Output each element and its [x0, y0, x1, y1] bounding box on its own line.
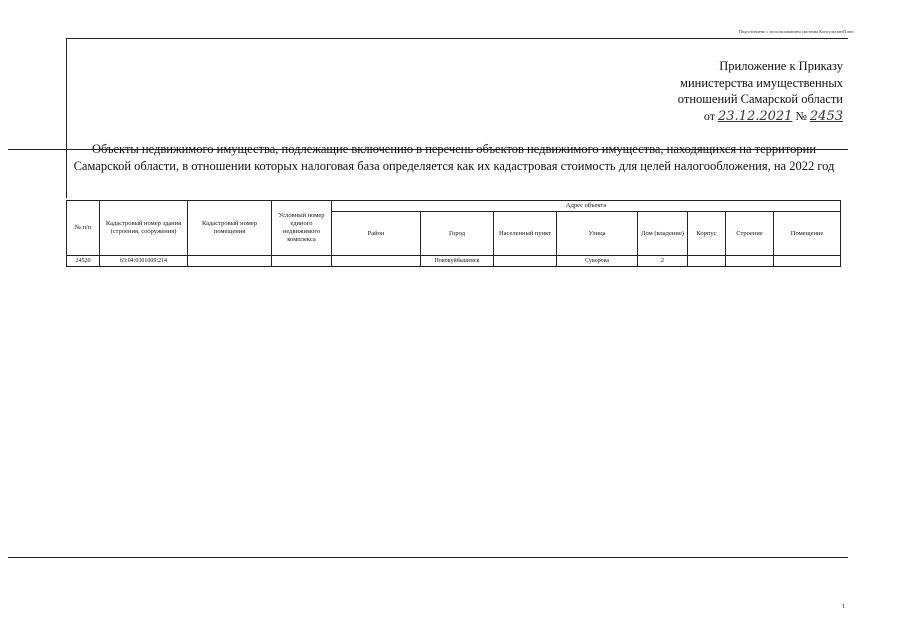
appendix-line-3: отношений Самарской области	[677, 92, 843, 106]
order-number: 2453	[809, 108, 843, 124]
left-margin-line	[66, 38, 67, 198]
cell-street: Суворова	[557, 256, 638, 267]
cell-settlement	[494, 256, 557, 267]
header-note: Подготовлено с использованием системы КонсультантПлюс	[738, 29, 854, 34]
header-premises: Помещение	[774, 212, 841, 256]
header-num: № п/п	[67, 201, 100, 256]
date-prefix: от	[703, 108, 716, 123]
cell-korpus	[688, 256, 726, 267]
header-settlement: Населенный пункт	[494, 212, 557, 256]
header-house: Дом (владение)	[638, 212, 688, 256]
cell-cad-building: 63:04:0301009:214	[100, 256, 188, 267]
header-street: Улица	[557, 212, 638, 256]
cell-city: Новокуйбышевск	[421, 256, 494, 267]
document-title: Объекты недвижимого имущества, подлежащие включению в перечень объектов недвижимого имущества, находящихся на территории Самарской области, в отношении которых налоговая база определяется как их кадастровая стоимость для целей налогообложения, на 2022 год	[73, 142, 835, 173]
cell-building	[726, 256, 774, 267]
header-cad-building: Кадастровый номер здания (строения, сооружения)	[100, 201, 188, 256]
header-district: Район	[332, 212, 421, 256]
appendix-line-2: министерства имущественных	[680, 75, 843, 90]
order-date-number	[678, 108, 843, 126]
number-prefix: №	[795, 108, 807, 123]
order-date: 23.12.2021	[718, 108, 793, 124]
header-cad-room: Кадастровый номер помещения	[188, 201, 272, 256]
header-building: Строение	[726, 212, 774, 256]
cell-district	[332, 256, 421, 267]
header-city: Город	[421, 212, 494, 256]
cell-house: 2	[638, 256, 688, 267]
cell-premises	[774, 256, 841, 267]
cell-cond-number	[272, 256, 332, 267]
header-address: Адрес объекта	[332, 201, 841, 212]
cell-num: 24520	[67, 256, 100, 267]
header-korpus: Корпус	[688, 212, 726, 256]
appendix-line-1: Приложение к Приказу	[719, 59, 843, 73]
property-table	[66, 200, 841, 267]
header-cond-number: Условный номер единого недвижимого комплекса	[272, 201, 332, 256]
cell-cad-room	[188, 256, 272, 267]
appendix-block	[678, 58, 843, 125]
page-number: 1	[842, 604, 845, 610]
table-row	[67, 256, 841, 267]
bottom-rule	[8, 557, 848, 558]
top-rule	[66, 38, 848, 39]
